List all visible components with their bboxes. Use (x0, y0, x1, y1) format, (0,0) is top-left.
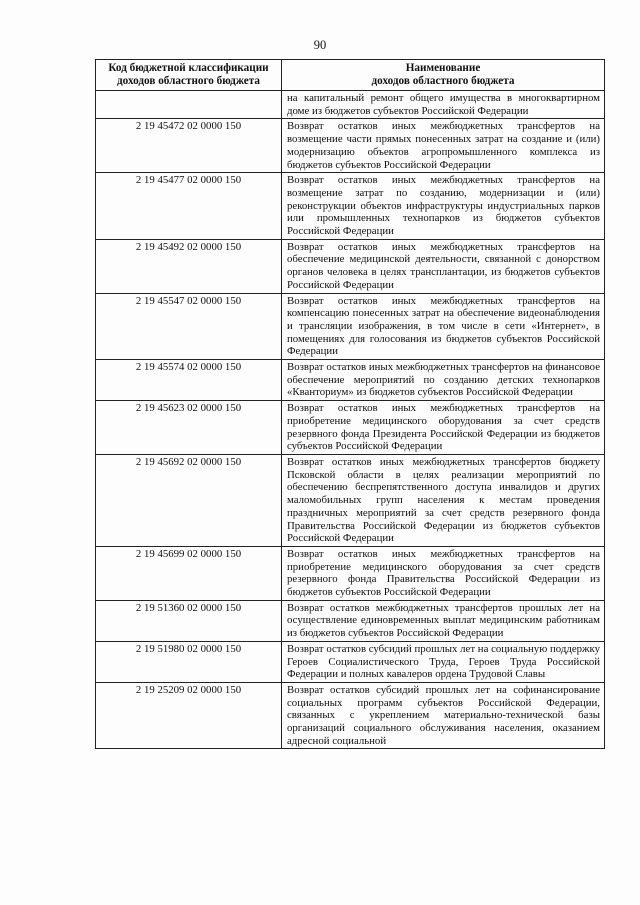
table-row (96, 546, 605, 600)
row-code: 2 19 45699 02 0000 150 (96, 546, 282, 600)
row-code (96, 91, 282, 119)
table-row (96, 119, 605, 173)
table-body (96, 91, 605, 749)
row-code: 2 19 45472 02 0000 150 (96, 119, 282, 173)
name-header-line-2: доходов областного бюджета (371, 75, 515, 87)
table-row (96, 239, 605, 293)
table-row (96, 91, 605, 119)
row-description: Возврат остатков иных межбюджетных трансфертов на приобретение медицинского оборудования за счет средств резервного фонда Правительства Российской Федерации из бюджетов субъектов Российской Федерации (282, 546, 605, 600)
table-header-row (96, 60, 605, 91)
row-code: 2 19 25209 02 0000 150 (96, 682, 282, 749)
row-code: 2 19 45692 02 0000 150 (96, 454, 282, 546)
row-description: Возврат остатков иных межбюджетных трансфертов на компенсацию понесенных затрат на обеспечение видеонаблюдения и трансляции изображения, в том числе в сети «Интернет», в помещениях для голосования из бюджетов субъектов Российской Федерации (282, 293, 605, 360)
table-row (96, 401, 605, 455)
row-code: 2 19 45492 02 0000 150 (96, 239, 282, 293)
table-row (96, 173, 605, 240)
table-row (96, 293, 605, 360)
table-row (96, 360, 605, 401)
row-code: 2 19 45623 02 0000 150 (96, 401, 282, 455)
budget-classification-table (95, 59, 605, 749)
row-code: 2 19 45547 02 0000 150 (96, 293, 282, 360)
table-row (96, 641, 605, 682)
page-number: 90 (313, 38, 327, 52)
table-header (96, 60, 605, 91)
row-description: Возврат остатков субсидий прошлых лет на софинансирование социальных программ субъектов Российской Федерации, связанных с укреплением материально-технической базы организаций социального обслуживания населения, оказанием адресной социальной (282, 682, 605, 749)
name-column-header (282, 60, 605, 91)
table-row (96, 682, 605, 749)
table-row (96, 454, 605, 546)
code-column-header: Код бюджетной классификации доходов областного бюджета (96, 60, 282, 91)
table-row (96, 600, 605, 641)
name-header-line-1: Наименование (405, 62, 481, 74)
row-description: Возврат остатков иных межбюджетных трансфертов на возмещение затрат по созданию, модернизации и (или) реконструкции объектов инфраструктуры индустриальных парков или промышленных технопарков из бюджетов субъектов Российской Федерации (282, 173, 605, 240)
row-code: 2 19 45574 02 0000 150 (96, 360, 282, 401)
row-code: 2 19 45477 02 0000 150 (96, 173, 282, 240)
row-description: Возврат остатков иных межбюджетных трансфертов бюджету Псковской области в целях реализации мероприятий по обеспечению беспрепятственного доступа инвалидов и других маломобильных групп населения к местам проведения праздничных мероприятий за счет средств резервного фонда Правительства Российской Федерации из бюджетов субъектов Российской Федерации (282, 454, 605, 546)
row-description: Возврат остатков межбюджетных трансфертов прошлых лет на осуществление единовременных выплат медицинским работникам из бюджетов субъектов Российской Федерации (282, 600, 605, 641)
row-description: Возврат остатков субсидий прошлых лет на социальную поддержку Героев Социалистического Труда, Героев Труда Российской Федерации и полных кавалеров ордена Трудовой Славы (282, 641, 605, 682)
row-description: Возврат остатков иных межбюджетных трансфертов на приобретение медицинского оборудования за счет средств резервного фонда Президента Российской Федерации из бюджетов субъектов Российской Федерации (282, 401, 605, 455)
row-code: 2 19 51980 02 0000 150 (96, 641, 282, 682)
row-description: Возврат остатков иных межбюджетных трансфертов на возмещение части прямых понесенных затрат на создание и (или) модернизацию объектов агропромышленного комплекса из бюджетов субъектов Российской Федерации (282, 119, 605, 173)
row-description: Возврат остатков иных межбюджетных трансфертов на обеспечение медицинской деятельности, связанной с донорством органов человека в целях трансплантации, из бюджетов субъектов Российской Федерации (282, 239, 605, 293)
row-code: 2 19 51360 02 0000 150 (96, 600, 282, 641)
row-description: на капитальный ремонт общего имущества в многоквартирном доме из бюджетов субъектов Российской Федерации (282, 91, 605, 119)
row-description: Возврат остатков иных межбюджетных трансфертов на финансовое обеспечение мероприятий по созданию детских технопарков «Кванториум» из бюджетов субъектов Российской Федерации (282, 360, 605, 401)
